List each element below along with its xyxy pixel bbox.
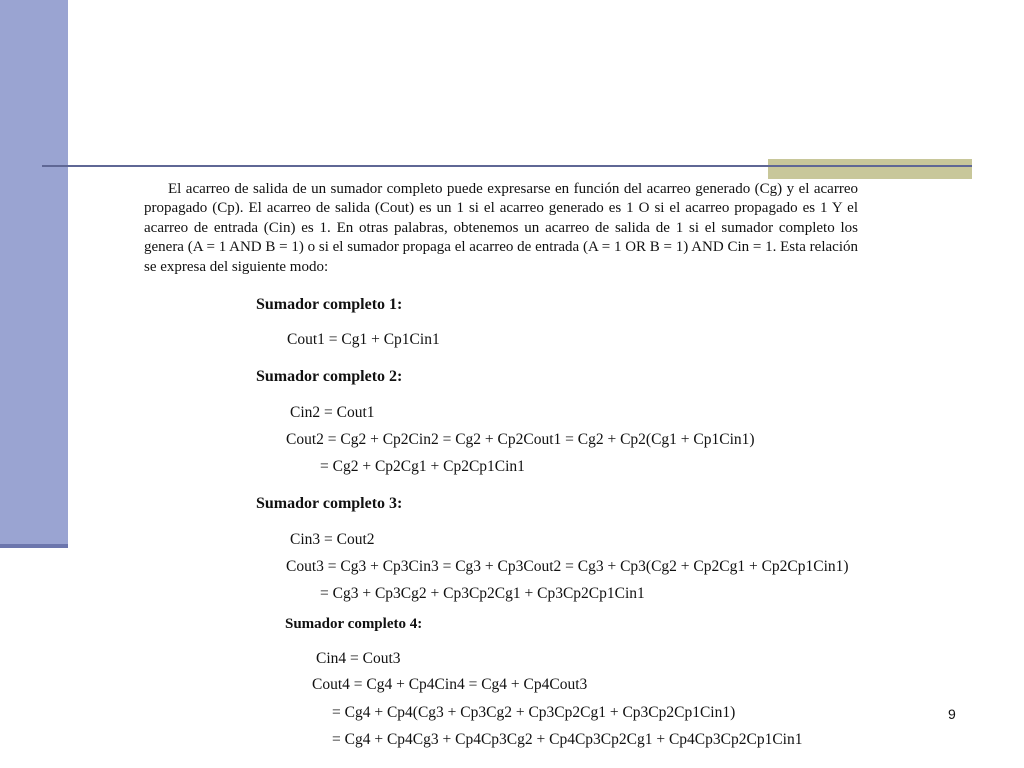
section-heading-1: Sumador completo 1: <box>256 296 403 313</box>
header-accent-band <box>768 159 972 179</box>
side-accent-bar-edge <box>0 544 68 548</box>
section-heading-2: Sumador completo 2: <box>256 368 403 385</box>
equation-2-2: Cout2 = Cg2 + Cp2Cin2 = Cg2 + Cp2Cout1 = Cg2 + Cp2(Cg1 + Cp1Cin1) <box>286 431 755 448</box>
equation-3-2: Cout3 = Cg3 + Cp3Cin3 = Cg3 + Cp3Cout2 = Cg3 + Cp3(Cg2 + Cp2Cg1 + Cp2Cp1Cin1) <box>286 558 849 575</box>
equation-3-1: Cin3 = Cout2 <box>290 531 375 548</box>
section-heading-3: Sumador completo 3: <box>256 495 403 512</box>
equation-2-3: = Cg2 + Cp2Cg1 + Cp2Cp1Cin1 <box>320 458 525 475</box>
equation-4-3: = Cg4 + Cp4(Cg3 + Cp3Cg2 + Cp3Cp2Cg1 + Cp3Cp2Cp1Cin1) <box>332 704 736 721</box>
equation-1-1: Cout1 = Cg1 + Cp1Cin1 <box>287 331 440 348</box>
equation-4-2: Cout4 = Cg4 + Cp4Cin4 = Cg4 + Cp4Cout3 <box>312 676 588 693</box>
equation-2-1: Cin2 = Cout1 <box>290 404 375 421</box>
equation-3-3: = Cg3 + Cp3Cg2 + Cp3Cp2Cg1 + Cp3Cp2Cp1Cin1 <box>320 585 645 602</box>
equation-4-1: Cin4 = Cout3 <box>316 650 401 667</box>
equation-4-4: = Cg4 + Cp4Cg3 + Cp4Cp3Cg2 + Cp4Cp3Cp2Cg1 + Cp4Cp3Cp2Cp1Cin1 <box>332 731 803 748</box>
page-number: 9 <box>948 706 956 722</box>
intro-paragraph: El acarreo de salida de un sumador completo puede expresarse en función del acarreo generado (Cg) y el acarreo propagado (Cp). El acarreo de salida (Cout) es un 1 si el acarreo generado es 1 O si el acarreo propagado es 1 Y el acarreo de entrada (Cin) es 1. En otras palabras, obtenemos un acarreo de salida de 1 si el sumador completo los genera (A = 1 AND B = 1) o si el sumador propaga el acarreo de entrada (A = 1 OR B = 1) AND Cin = 1. Esta relación se expresa del siguiente modo: <box>144 181 858 275</box>
header-rule-overlay <box>768 165 972 167</box>
section-heading-4: Sumador completo 4: <box>285 616 423 632</box>
side-accent-bar <box>0 0 68 544</box>
